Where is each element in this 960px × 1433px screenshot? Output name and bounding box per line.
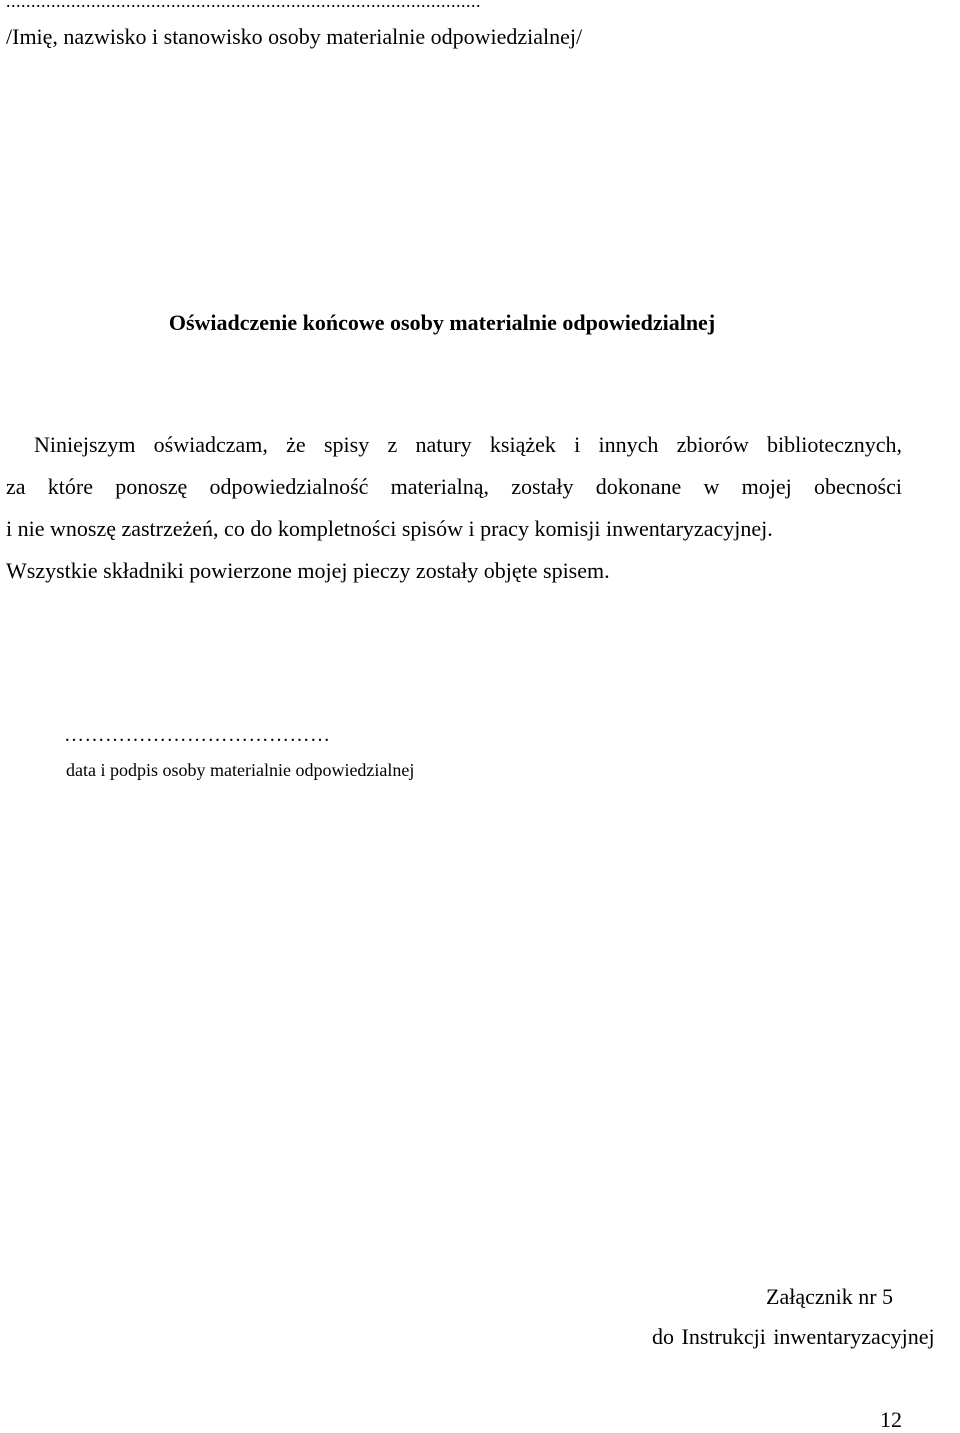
document-title: Oświadczenie końcowe osoby materialnie odpowiedzialnej — [168, 310, 716, 335]
signature-dotted-line: ………………………………… — [64, 724, 331, 746]
name-caption: /Imię, nazwisko i stanowisko osoby materialnie odpowiedzialnej/ — [6, 24, 583, 49]
page-number: 12 — [880, 1407, 902, 1432]
statement-line-2: za które ponoszę odpowiedzialność materialną, zostały dokonane w mojej obecności — [6, 474, 902, 499]
name-dotted-line: ............................................................................................... — [6, 0, 481, 11]
annex-number: Załącznik nr 5 — [766, 1284, 894, 1309]
statement-line-1: Niniejszym oświadczam, że spisy z natury książek i innych zbiorów bibliotecznych, — [34, 432, 902, 457]
signature-caption: data i podpis osoby materialnie odpowiedzialnej — [66, 760, 415, 780]
statement-line-3: i nie wnoszę zastrzeżeń, co do kompletności spisów i pracy komisji inwentaryzacyjnej. — [6, 516, 773, 541]
annex-reference: do Instrukcji inwentaryzacyjnej — [652, 1324, 935, 1349]
statement-line-4: Wszystkie składniki powierzone mojej pieczy zostały objęte spisem. — [6, 558, 610, 583]
